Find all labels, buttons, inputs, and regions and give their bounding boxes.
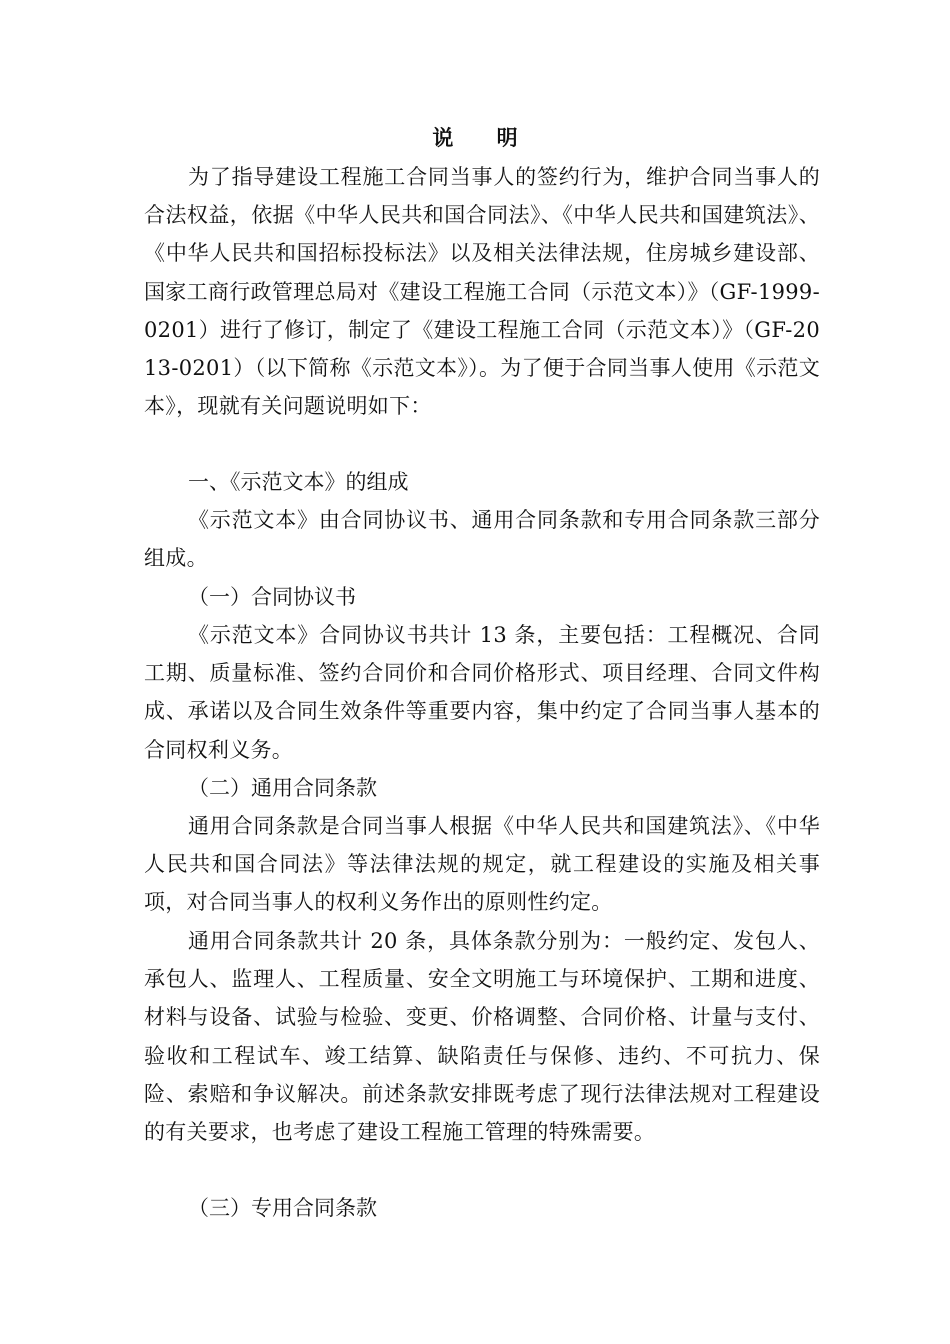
subheading-general-terms: （二）通用合同条款 — [188, 776, 377, 800]
general-terms-list-paragraph: 通用合同条款共计 20 条，具体条款分别为：一般约定、发包人、承包人、监理人、工程质量、安全文明施工与环境保护、工期和进度、材料与设备、试验与检验、变更、价格调整、合同价格、计量与支付、验收和工程试车、竣工结算、缺陷责任与保修、违约、不可抗力、保险、索赔和争议解决。前述条款安排既考虑了现行法律法规对工程建设的有关要求，也考虑了建设工程施工管理的特殊需要。 — [144, 929, 820, 1145]
general-terms-paragraph: 通用合同条款是合同当事人根据《中华人民共和国建筑法》、《中华人民共和国合同法》等法律法规的规定，就工程建设的实施及相关事项，对合同当事人的权利义务作出的原则性约定。 — [144, 814, 820, 915]
subheading-agreement: （一）合同协议书 — [188, 585, 356, 609]
intro-paragraph: 为了指导建设工程施工合同当事人的签约行为，维护合同当事人的合法权益，依据《中华人民共和国合同法》、《中华人民共和国建筑法》、《中华人民共和国招标投标法》以及相关法律法规，住房城乡建设部、国家工商行政管理总局对《建设工程施工合同（示范文本）》（GF-1999-0201）进行了修订，制定了《建设工程施工合同（示范文本）》（GF-2013-0201）（以下简称《示范文本》）。为了便于合同当事人使用《示范文本》，现就有关问题说明如下： — [144, 165, 820, 419]
section-heading-composition: 一、《示范文本》的组成 — [188, 470, 409, 494]
page-title: 说 明 — [432, 125, 536, 150]
composition-paragraph: 《示范文本》由合同协议书、通用合同条款和专用合同条款三部分组成。 — [144, 508, 820, 571]
subheading-special-terms: （三）专用合同条款 — [188, 1196, 377, 1220]
agreement-paragraph: 《示范文本》合同协议书共计 13 条，主要包括：工程概况、合同工期、质量标准、签约合同价和合同价格形式、项目经理、合同文件构成、承诺以及合同生效条件等重要内容，集中约定了合同当事人基本的合同权利义务。 — [144, 623, 820, 762]
